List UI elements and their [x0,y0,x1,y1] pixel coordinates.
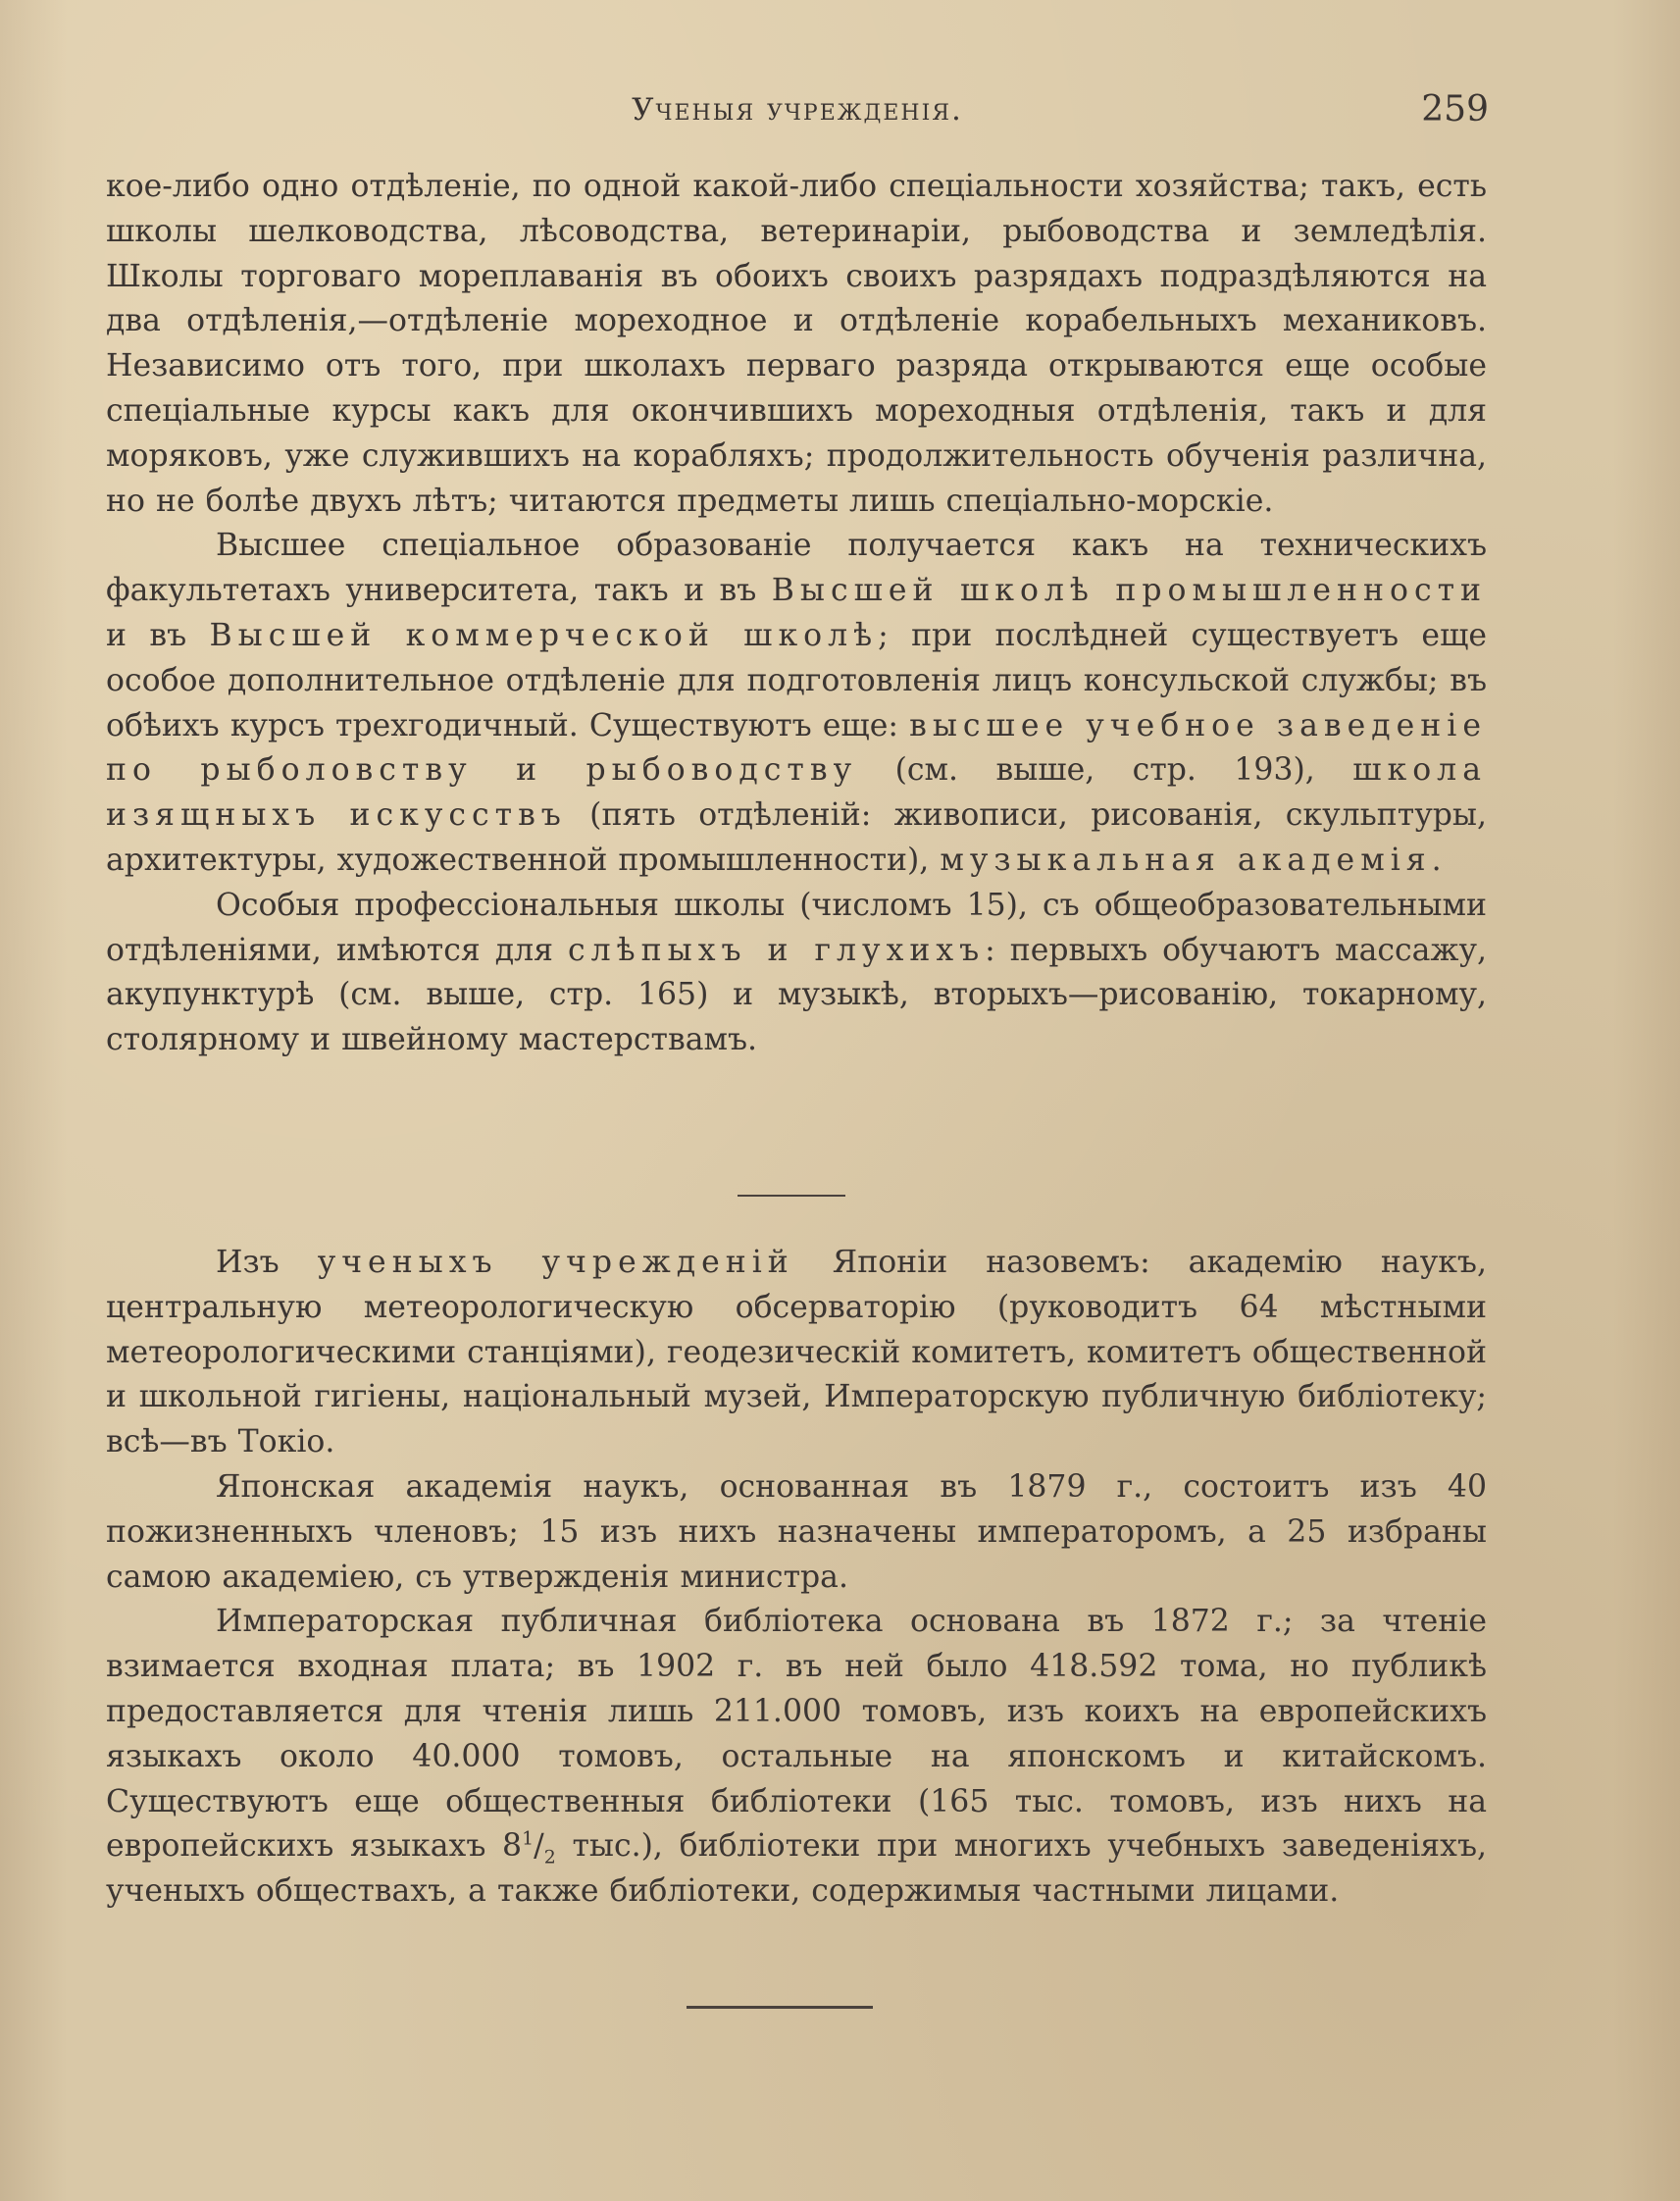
page-header [106,80,1489,139]
end-divider [687,2006,873,2009]
running-title: Ученыя учрежденія. [632,92,963,128]
section-divider [738,1195,845,1197]
page-number: 259 [1421,89,1489,129]
fraction-denominator: 2 [543,1846,556,1868]
paragraph-institutions-list: Изъ ученыхъ учрежденій Японіи назовемъ: академію наукъ, центральную метеорологическую обсерваторію (руководитъ 64 мѣстными метеорологическими станціями), геодезическій комитетъ, комитетъ общественной и школьной гигіены, національный музей, Императорскую публичную библіотеку; всѣ—въ Токіо. [106,1245,1487,1460]
fraction-slash: / [534,1828,544,1865]
paragraph-library: Императорская публичная библіотека основана въ 1872 г.; за чтеніе взимается входная плата; въ 1902 г. въ ней было 418.592 тома, но публикѣ предоставляется для чтенія лишь 211.000 томовъ, изъ коихъ на европейскихъ языкахъ около 40.000 томовъ, остальные на японскомъ и китайскомъ. Существуютъ еще общественныя библіотеки (165 тыс. томовъ, изъ нихъ на европейскихъ языкахъ $8^1/_2$ тыс.), библіотеки при многихъ учебныхъ заведеніяхъ, ученыхъ обществахъ, а также библіотеки, содержимыя частными лицами. [106,1604,1487,1910]
paragraph-special-schools: Особыя профессіональныя школы (числомъ 15), съ общеобразовательными отдѣленіями, имѣются для слѣпыхъ и глухихъ: первыхъ обучаютъ массажу, акупунктурѣ (см. выше, стр. 165) и музыкѣ, вторыхъ—рисованію, токарному, столярному и швейному мастерствамъ. [106,887,1487,1058]
emphasis-blind-deaf: слѣпыхъ и глухихъ [568,932,986,968]
section-education [106,165,1487,1063]
emphasis-higher-commercial-school: Высшей коммерческой школѣ [209,617,879,653]
paragraph-schools-continued: кое-либо одно отдѣленіе, по одной какой-либо спеціальности хозяйства; такъ, есть школы шелководства, лѣсоводства, ветеринаріи, рыбоводства и земледѣлія. Школы торговаго мореплаванія въ обоихъ своихъ разрядахъ подраздѣляются на два отдѣленія,—отдѣленіе мореходное и отдѣленіе корабельныхъ механиковъ. Независимо отъ того, при школахъ перваго разряда открываются еще особые спеціальные курсы какъ для окончившихъ мореходныя отдѣленія, такъ и для моряковъ, уже служившихъ на корабляхъ; продолжительность обученія различна, но не болѣе двухъ лѣтъ; читаются предметы лишь спеціально-морскіе. [106,169,1487,519]
fraction-numerator: 1 [522,1827,535,1850]
emphasis-higher-industrial-school: Высшей школѣ промышленности [771,573,1488,609]
paragraph-higher-education: Высшее спеціальное образованіе получается какъ на техническихъ факультетахъ университета, такъ и въ Высшей школѣ промышленности и въ Высшей коммерческой школѣ; при послѣдней существуетъ еще особое дополнительное отдѣленіе для подготовленія лицъ консульской службы; въ обѣихъ курсъ трехгодичный. Существуютъ еще: высшее учебное заведеніе по рыболовству и рыбоводству (см. выше, стр. 193), школа изящныхъ искусствъ (пять отдѣленій: живописи, рисованія, скульптуры, архитектуры, художественной промышленности), музыкальная академія. [106,528,1488,878]
paragraph-academy: Японская академія наукъ, основанная въ 1879 г., состоитъ изъ 40 пожизненныхъ членовъ; 15 изъ нихъ назначены императоромъ, а 25 избраны самою академіею, съ утвержденія министра. [106,1468,1487,1595]
emphasis-fishery-school: высшее учебное заведеніе по рыболовству и рыбоводству [106,707,1487,789]
emphasis-scholarly-institutions: ученыхъ учрежденій [317,1245,794,1280]
emphasis-music-academy: музыкальная академія [940,842,1432,878]
section-scholarly-institutions [106,1241,1487,1915]
emphasis-fine-arts-school: школа изящныхъ искусствъ [106,752,1487,834]
